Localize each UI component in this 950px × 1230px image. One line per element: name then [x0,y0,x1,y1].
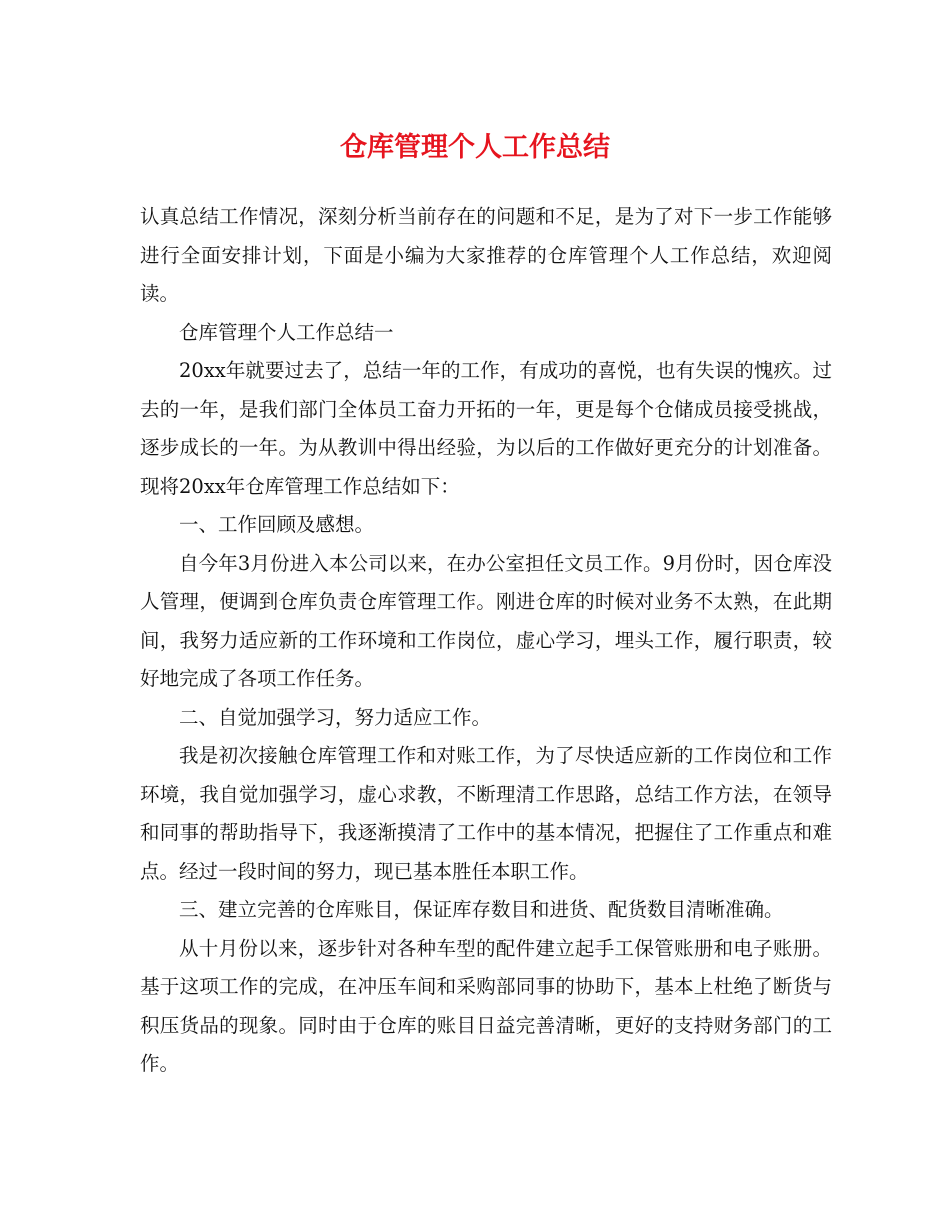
paragraph-year-overview: 20xx年就要过去了，总结一年的工作，有成功的喜悦，也有失误的愧疚。过去的一年，是我们部门全体员工奋力开拓的一年，更是每个仓储成员接受挑战，逐步成长的一年。为从教训中得出经验，为以后的工作做好更充分的计划准备。现将20xx年仓库管理工作总结如下： [140,359,832,498]
paragraph-accounts: 从十月份以来，逐步针对各种车型的配件建立起手工保管账册和电子账册。基于这项工作的完成，在冲压车间和采购部同事的协助下，基本上杜绝了断货与积压货品的现象。同时由于仓库的账目日益完善清晰，更好的支持财务部门的工作。 [140,936,832,1075]
page-title: 仓库管理个人工作总结 [340,132,610,163]
section-heading-study: 二、自觉加强学习，努力适应工作。 [179,705,492,729]
section-heading-accounts: 三、建立完善的仓库账目，保证库存数目和进货、配货数目清晰准确。 [179,898,784,921]
paragraph-review: 自今年3月份进入本公司以来，在办公室担任文员工作。9月份时，因仓库没人管理，便调到仓库负责仓库管理工作。刚进仓库的时候对业务不太熟，在此期间，我努力适应新的工作环境和工作岗位，虚心学习，埋头工作，履行职责，较好地完成了各项工作任务。 [140,551,832,690]
document-body [140,198,832,1084]
paragraph-study: 我是初次接触仓库管理工作和对账工作，为了尽快适应新的工作岗位和工作环境，我自觉加强学习，虚心求教，不断理清工作思路，总结工作方法，在领导和同事的帮助指导下，我逐渐摸清了工作中的基本情况，把握住了工作重点和难点。经过一段时间的努力，现已基本胜任本职工作。 [140,744,832,883]
section-heading-summary-one: 仓库管理个人工作总结一 [179,320,394,344]
paragraph-intro: 认真总结工作情况，深刻分析当前存在的问题和不足，是为了对下一步工作能够进行全面安排计划，下面是小编为大家推荐的仓库管理个人工作总结，欢迎阅读。 [140,205,832,305]
section-heading-review: 一、工作回顾及感想。 [179,513,375,536]
